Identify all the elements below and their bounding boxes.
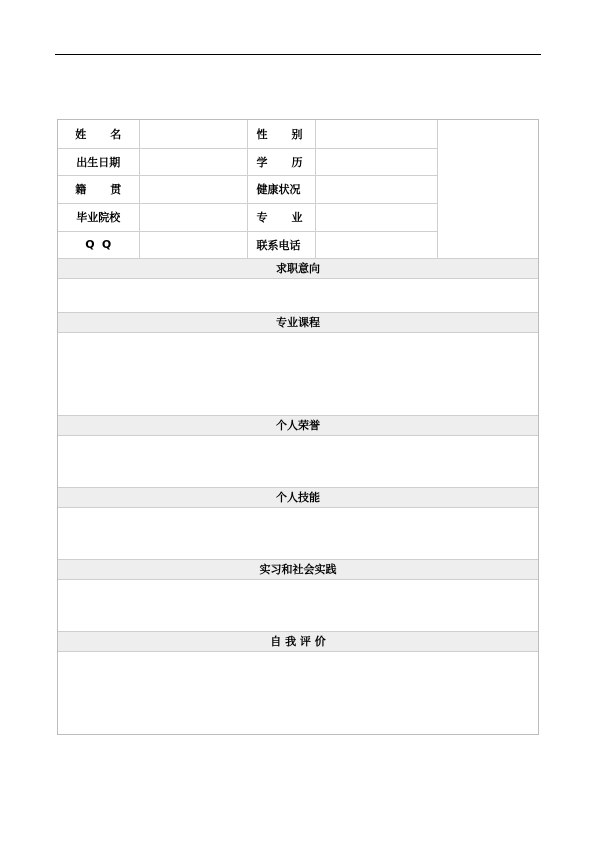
- major-label: 专 业: [247, 203, 315, 231]
- health-label: 健康状况: [247, 175, 315, 203]
- birth-date-value[interactable]: [139, 148, 247, 175]
- qq-label: Q Q: [58, 231, 139, 258]
- health-value[interactable]: [315, 175, 437, 203]
- header-rule: [55, 54, 541, 55]
- native-place-value[interactable]: [139, 175, 247, 203]
- gender-label: 性 别: [247, 120, 315, 148]
- phone-value[interactable]: [315, 231, 437, 258]
- honors-body[interactable]: [58, 436, 538, 487]
- qq-value[interactable]: [139, 231, 247, 258]
- basic-info-table: [58, 120, 539, 258]
- objective-body[interactable]: [58, 279, 538, 312]
- section-title-courses: 专业课程: [58, 312, 538, 333]
- section-title-practice: 实习和社会实践: [58, 559, 538, 580]
- phone-label: 联系电话: [247, 231, 315, 258]
- section-title-evaluation: 自 我 评 价: [58, 631, 538, 652]
- name-value[interactable]: [139, 120, 247, 148]
- section-title-skills: 个人技能: [58, 487, 538, 508]
- birth-date-label: 出生日期: [58, 148, 139, 175]
- gender-value[interactable]: [315, 120, 437, 148]
- courses-body[interactable]: [58, 333, 538, 415]
- school-value[interactable]: [139, 203, 247, 231]
- practice-body[interactable]: [58, 580, 538, 631]
- education-value[interactable]: [315, 148, 437, 175]
- native-place-label: 籍 贯: [58, 175, 139, 203]
- section-title-honors: 个人荣誉: [58, 415, 538, 436]
- evaluation-body[interactable]: [58, 652, 538, 734]
- photo-box[interactable]: [437, 120, 539, 258]
- resume-form: [57, 119, 539, 735]
- major-value[interactable]: [315, 203, 437, 231]
- school-label: 毕业院校: [58, 203, 139, 231]
- info-row: [58, 120, 539, 148]
- education-label: 学 历: [247, 148, 315, 175]
- section-title-objective: 求职意向: [58, 258, 538, 279]
- name-label: 姓 名: [58, 120, 139, 148]
- skills-body[interactable]: [58, 508, 538, 559]
